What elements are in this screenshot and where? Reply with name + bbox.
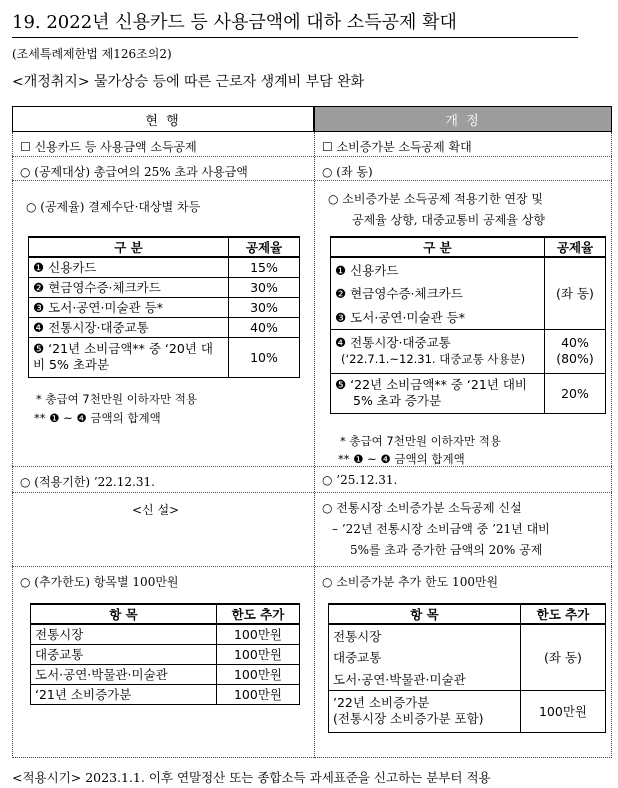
rate-value: (좌 동) [545,257,606,329]
doc-title: 19. 2022년 신용카드 등 사용금액에 대하 소득공제 확대 [12,12,457,33]
limit-value: (좌 동) [521,624,606,690]
amendment-purpose: <개정취지> 물가상승 등에 따른 근로자 생계비 부담 완화 [12,74,365,90]
revised-note: * 총급여 7천만원 이하자만 적용 [340,434,501,448]
revised-target: ○ (좌 동) [322,165,373,179]
rate-label-line: ❹ 전통시장·대중교통 [335,335,451,350]
current-limit-table [30,603,300,705]
rate-label [331,329,545,373]
comparison-table [12,106,612,758]
rate-label: ❹ 전통시장·대중교통 [29,317,229,337]
effective-date: <적용시기> 2023.1.1. 이후 연말정산 또는 종합소득 과세표준을 신고하는 분부터 적용 [12,770,491,785]
rate-label-line: 5% 초과 증가분 [353,393,442,408]
limit-label: ‘21년 소비증가분 [31,684,217,704]
revised-new-3: 5%를 초과 증가한 금액의 20% 공제 [350,543,543,557]
rate-value: 40% [229,317,300,337]
revised-limit-intro: ○ 소비증가분 추가 한도 100만원 [322,575,499,589]
current-limit-intro: ○ (추가한도) 항목별 100만원 [20,575,179,589]
rate-label-line: (‘22.7.1.~12.31. 대중교통 사용분) [341,352,526,366]
rate-value-line: (80%) [556,351,594,366]
current-section: ☐ 신용카드 등 사용금액 소득공제 [20,140,197,154]
rate-value: 30% [229,297,300,317]
limit-label [329,690,521,732]
row-divider [12,156,612,157]
current-rate-table [28,236,300,378]
revised-rate-intro: 공제율 상향, 대중교통비 공제율 상향 [352,213,545,227]
rate-label-line: ❺ ‘22년 소비금액** 중 ‘21년 대비 [335,377,528,392]
col-header: 구 분 [29,237,229,257]
revised-new-2: – ’22년 전통시장 소비금액 중 ’21년 대비 [332,522,550,536]
rate-label [331,373,545,413]
law-reference: (조세특례제한법 제126조의2) [12,47,172,61]
rate-value-line: 40% [561,335,589,350]
rate-value: 15% [229,257,300,277]
col-header: 한도 추가 [217,604,300,624]
col-header: 항 목 [31,604,217,624]
current-new-label: <신 설> [132,503,180,517]
revised-rate-intro: ○ 소비증가분 소득공제 적용기한 연장 및 [328,192,544,206]
rate-label: ❷ 현금영수증·체크카드 [29,277,229,297]
limit-label-line: ’22년 소비증가분 [333,695,430,710]
limit-label: 대중교통 [329,646,521,668]
limit-label: 전통시장 [329,624,521,646]
current-rate-intro: ○ (공제율) 결제수단·대상별 차등 [26,200,201,214]
limit-label: 대중교통 [31,644,217,664]
column-divider [314,132,315,758]
revised-rate-table [330,236,606,414]
current-target: ○ (공제대상) 총급여의 25% 초과 사용금액 [20,165,248,179]
row-divider [12,492,612,493]
col-header: 한도 추가 [521,604,606,624]
current-note: * 총급여 7천만원 이하자만 적용 [36,392,197,406]
rate-label: ❷ 현금영수증·체크카드 [331,281,545,305]
col-header: 공제율 [545,237,606,257]
col-header: 항 목 [329,604,521,624]
limit-label: 전통시장 [31,624,217,644]
rate-label: ❸ 도서·공연·미술관 등* [331,305,545,329]
limit-value: 100만원 [217,644,300,664]
current-note: ** ❶ ~ ❹ 금액의 합계액 [34,411,161,425]
rate-label: ❺ ‘21년 소비금액** 중 ‘20년 대비 5% 초과분 [29,337,229,377]
title-rule [12,37,578,38]
header-current: 현 행 [12,106,314,132]
row-divider [12,466,612,467]
header-revised: 개 정 [314,106,612,132]
limit-label: 도서·공연·박물관·미술관 [329,668,521,690]
limit-value: 100만원 [217,684,300,704]
revised-period: ○ ’25.12.31. [322,473,398,487]
revised-new-1: ○ 전통시장 소비증가분 소득공제 신설 [322,501,522,515]
rate-label: ❸ 도서·공연·미술관 등* [29,297,229,317]
limit-value: 100만원 [217,664,300,684]
limit-value: 100만원 [521,690,606,732]
row-divider [12,566,612,567]
rate-value [545,329,606,373]
row-divider [12,180,612,181]
rate-value: 30% [229,277,300,297]
revised-limit-table [328,603,606,733]
limit-label-line: (전통시장 소비증가분 포함) [333,711,484,726]
limit-label: 도서·공연·박물관·미술관 [31,664,217,684]
limit-value: 100만원 [217,624,300,644]
rate-label: ❶ 신용카드 [29,257,229,277]
col-header: 구 분 [331,237,545,257]
current-period: ○ (적용기한) ’22.12.31. [20,475,155,489]
revised-note: ** ❶ ~ ❹ 금액의 합계액 [338,452,465,466]
col-header: 공제율 [229,237,300,257]
rate-value: 10% [229,337,300,377]
rate-value: 20% [545,373,606,413]
rate-label: ❶ 신용카드 [331,257,545,281]
revised-section: ☐ 소비증가분 소득공제 확대 [322,140,472,154]
